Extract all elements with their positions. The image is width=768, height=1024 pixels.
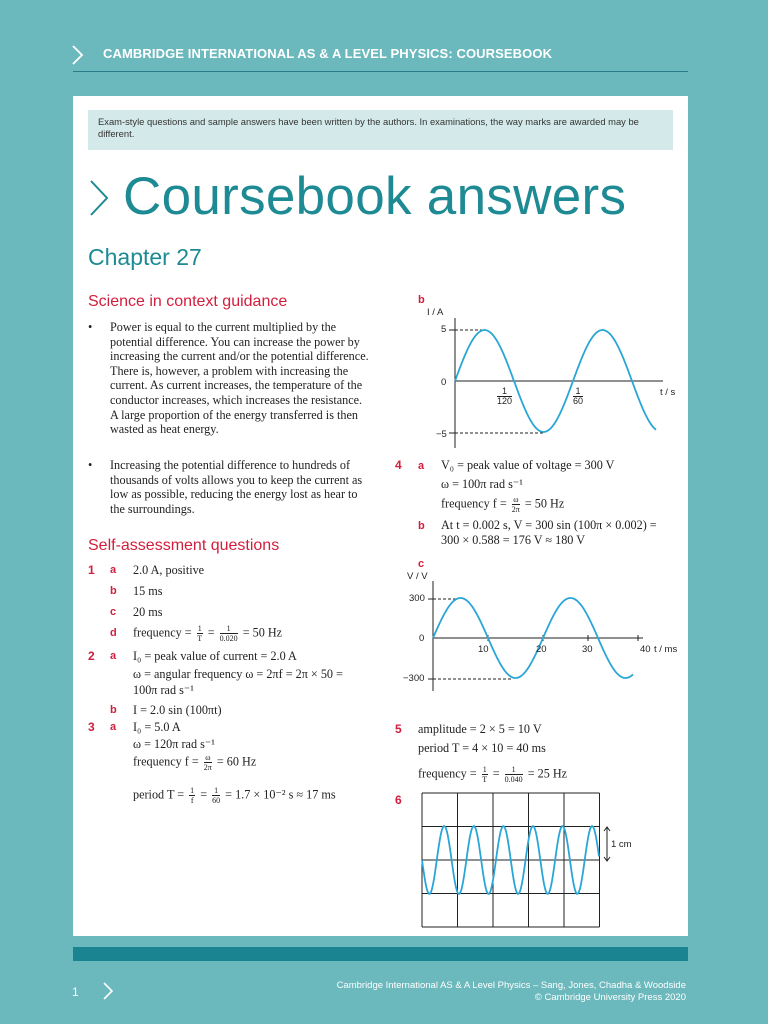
tick-label: 0 (441, 377, 447, 388)
part-label: a (110, 650, 117, 662)
answer-formula: frequency = $\frac{1}{T}$ = $\frac{1}{0.020}$ = 50 Hz (133, 624, 283, 643)
tick-label: $\frac{1}{120}$ (497, 386, 513, 406)
self-assessment-heading: Self-assessment questions (88, 537, 280, 554)
answer-text: I₀ = peak value of current = 2.0 A (133, 649, 297, 663)
chevron-right-icon (70, 44, 84, 66)
page-title: Coursebook answers (123, 167, 627, 226)
part-label: b (418, 294, 425, 306)
tick-label: 300 (409, 593, 425, 604)
part-label: b (110, 704, 117, 716)
page: Exam-style questions and sample answers have been written by the authors. In examinations, the way marks are awarded may be different. Coursebook answers Chapter 27 Science in context guidance • Power is equal to the current multiplied by the potential difference. You can increase the power by increasing the current and/or the potential difference. There is, however, a problem with increasing the current. As current increases, the temperature of the conductor increases, which increases the resistance. A large proportion of the energy transferred is then wasted as heat energy. • Increasing the potential difference to hundreds of thousands of volts allows you to keep the current as low as possible, reducing the energy lost as hear to the surroundings. Self-assessment questions 1 a 2.0 A, positive b 15 ms c 20 ms d frequency = $\frac{1}{T}$ = $\frac{1}{0.020}$ = 50 Hz 2 a I₀ = peak value of current = 2.0 A ω = angular frequency ω = 2πf = 2π × 50 = 100π rad s⁻¹ b I = 2.0 sin (100πt) 3 a I₀ = 5.0 A ω = 120π rad s⁻¹ frequency f = $\frac{\omega}{2\pi}$ = 60 Hz period T = $\frac{1}{f}$ = $\frac{1}{60}$ = 1.7 × 10⁻² s ≈ 17 ms b I / A 5 0 −5 t / s $\frac{1}{120}$ $\frac{1}{60}$ 4 a V₀ = peak value of voltage = 300 V ω = 100π rad s⁻¹ frequency f = $\frac{\omega}{2\pi}$ = 50 Hz b At t = 0.002 s, V = 300 sin (100π × 0.002) = 300 × 0.588 = 176 V ≈ 180 V c V / V 300 0 −300 10 20 30 40 t / ms 5 amplitude = 2 × 5 = 10 V period T = 4 × 10 = 40 ms frequency = $\frac{1}{T}$ = $\frac{1}{0.040}$ = 25 Hz 6 1 cm (73, 96, 688, 936)
answer-formula: period T = $\frac{1}{f}$ = $\frac{1}{60}$ = 1.7 × 10⁻² s ≈ 17 ms (133, 786, 336, 805)
question-number: 3 (88, 720, 95, 734)
part-label: b (110, 585, 117, 597)
answer-text: 20 ms (133, 605, 163, 619)
chapter-title: Chapter 27 (88, 244, 202, 270)
part-label: b (418, 520, 425, 532)
question-number: 4 (395, 458, 402, 472)
tick-label: 30 (582, 644, 593, 655)
answer-text: ω = angular frequency ω = 2πf = 2π × 50 = (133, 667, 343, 681)
science-heading: Science in context guidance (88, 293, 288, 310)
part-label: a (418, 460, 425, 472)
chevron-right-icon (88, 179, 110, 217)
answer-formula: frequency f = $\frac{\omega}{2\pi}$ = 60 Hz (133, 753, 257, 772)
tick-label: −5 (436, 429, 447, 440)
header-title: CAMBRIDGE INTERNATIONAL AS & A LEVEL PHYSICS: COURSEBOOK (103, 46, 553, 61)
part-label: a (110, 564, 117, 576)
scale-label: 1 cm (611, 839, 632, 850)
axis-label: t / ms (654, 644, 678, 655)
answer-text: 2.0 A, positive (133, 563, 205, 577)
tick-label: 5 (441, 324, 447, 335)
answer-text: amplitude = 2 × 5 = 10 V (418, 722, 542, 736)
footer-bar (73, 947, 688, 961)
tick-label: $\frac{1}{60}$ (573, 386, 584, 406)
part-label: c (110, 606, 117, 618)
answer-text: 300 × 0.588 = 176 V ≈ 180 V (441, 533, 586, 547)
axis-label: V / V (407, 571, 428, 582)
graph-c (428, 581, 688, 691)
axis-label: t / s (660, 387, 676, 398)
answer-formula: frequency f = $\frac{\omega}{2\pi}$ = 50 Hz (441, 495, 565, 514)
part-label: c (418, 558, 425, 570)
answer-text: 100π rad s⁻¹ (133, 683, 194, 697)
tick-label: 40 (640, 644, 651, 655)
question-number: 2 (88, 649, 95, 663)
answer-formula: frequency = $\frac{1}{T}$ = $\frac{1}{0.040}$ = 25 Hz (418, 765, 568, 784)
answer-text: I = 2.0 sin (100πt) (133, 703, 222, 717)
tick-label: 20 (536, 644, 547, 655)
answer-text: I₀ = 5.0 A (133, 720, 181, 734)
answer-text: V₀ = peak value of voltage = 300 V (441, 458, 615, 472)
part-label: d (110, 627, 117, 639)
answer-text: ω = 120π rad s⁻¹ (133, 737, 215, 751)
exam-notice: Exam-style questions and sample answers have been written by the authors. In examinations, the way marks are awarded may be different. (88, 110, 673, 150)
answer-text: period T = 4 × 10 = 40 ms (418, 741, 546, 755)
footer-citation: Cambridge International AS & A Level Physics – Sang, Jones, Chadha & Woodside © Cambridge University Press 2020 (336, 980, 686, 1003)
graph-b (413, 318, 688, 448)
question-number: 6 (395, 793, 402, 807)
answer-text: At t = 0.002 s, V = 300 sin (100π × 0.002) = (441, 518, 657, 532)
oscilloscope-grid (417, 791, 657, 931)
page-number: 1 (72, 985, 79, 999)
tick-label: 0 (419, 633, 425, 644)
question-number: 1 (88, 563, 95, 577)
tick-label: 10 (478, 644, 489, 655)
header-divider (73, 71, 688, 72)
chevron-right-icon (102, 980, 114, 1002)
axis-label: I / A (427, 307, 444, 318)
question-number: 5 (395, 722, 402, 736)
tick-label: −300 (403, 673, 425, 684)
answer-text: ω = 100π rad s⁻¹ (441, 477, 523, 491)
answer-text: 15 ms (133, 584, 163, 598)
part-label: a (110, 721, 117, 733)
